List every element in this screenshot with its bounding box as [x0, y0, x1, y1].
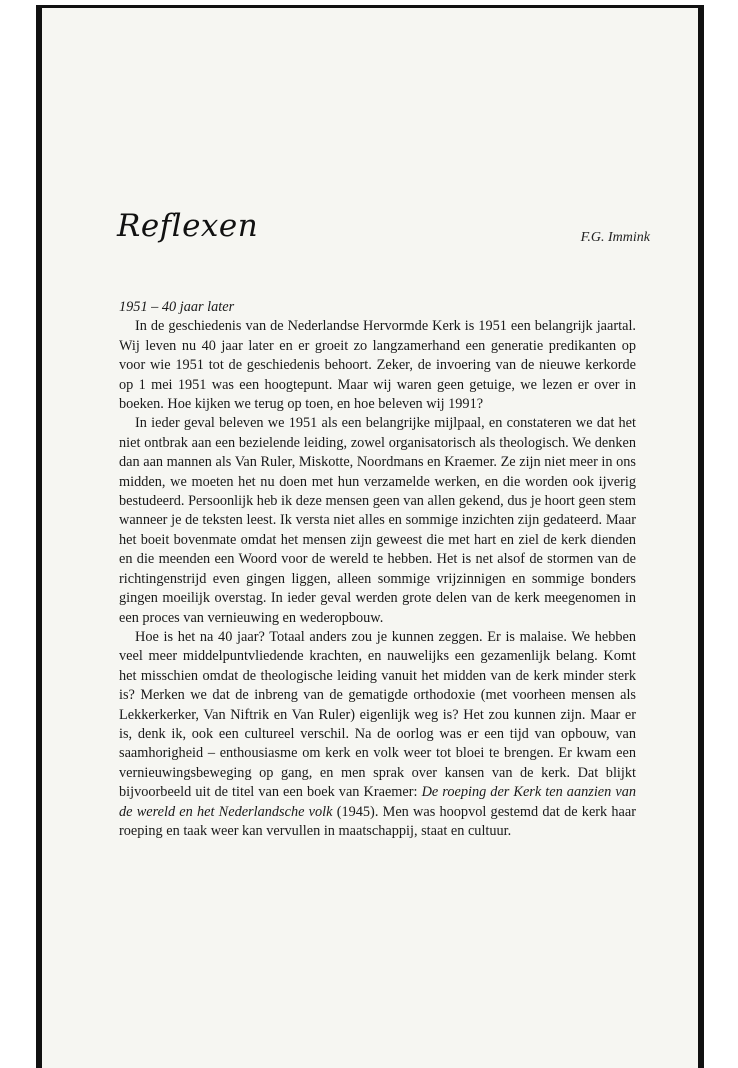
article-title: Reflexen — [117, 208, 259, 244]
paragraph-1: In de geschiedenis van de Nederlandse Hervormde Kerk is 1951 een belangrijk jaartal. Wij leven nu 40 jaar later en er groeit zo langzamerhand een generatie predikanten op voor wie 1951 tot de geschiedenis behoort. Zeker, de invoering van de nieuwe kerkorde op 1 mei 1951 was een hoogtepunt. Maar wij waren geen getuige, we lezen er over in boeken. Hoe kijken we terug op toen, en hoe beleven wij 1991? — [119, 318, 636, 413]
article-body — [119, 298, 636, 841]
paragraph-3-text-end: (1945). Men was hoopvol gestemd dat de kerk haar roeping en taak weer kan vervullen in maatschappij, staat en cultuur. — [119, 803, 637, 839]
scan-border-right — [698, 5, 704, 1068]
document-page — [42, 8, 698, 1068]
paragraph-3-text: Hoe is het na 40 jaar? Totaal anders zou je kunnen zeggen. Er is malaise. We hebben veel meer middelpuntvliedende krachten, en nauwelijks een gezamenlijk belang. Komt het misschien omdat de theologische leiding vanuit het midden van de kerk minder sterk is? Merken we dat de inbreng van de gematigde orthodoxie (met voorheen mensen als Lekkerkerker, Van Niftrik en Van Ruler) eigenlijk weg is? Het zou kunnen zijn. Maar er is, denk ik, ook een cultureel verschil. Na de oorlog was er een tijd van opbouw, van saamhorigheid – enthousiasme om kerk en volk weer tot bloei te brengen. Er kwam een vernieuwingsbeweging op gang, en men sprak over kansen van de kerk. Dat blijkt bijvoorbeeld uit de titel van een boek van Kraemer: — [119, 628, 636, 801]
book-title: De roeping der Kerk ten aanzien van de wereld en het Nederlandsche volk — [119, 784, 636, 820]
article-author: F.G. Immink — [580, 230, 650, 245]
section-subheading: 1951 – 40 jaar later — [119, 299, 235, 315]
paragraph-3 — [119, 628, 636, 841]
paragraph-2: In ieder geval beleven we 1951 als een belangrijke mijlpaal, en constateren we dat het niet ontbrak aan een bezielende leiding, zowel organisatorisch als theologisch. We denken dan aan mannen als Van Ruler, Miskotte, Noordmans en Kraemer. Ze zijn niet meer in ons midden, we moeten het nu doen met hun verzamelde werken, en die worden ook ijverig bestudeerd. Persoonlijk heb ik deze mensen geen van allen gekend, dus je hoort geen stem wanneer je de teksten leest. Ik versta niet alles en sommige inzichten zijn gedateerd. Maar het boeit bovenmate omdat het mensen zijn geweest die met hart en ziel de kerk dienden en die meenden een Woord voor de wereld te hebben. Het is net alsof de stormen van de richtingenstrijd even gingen liggen, alleen sommige vrijzinnigen en sommige bonders gingen moeilijk overstag. In ieder geval werden grote delen van de kerk meegenomen in een proces van vernieuwing en wederopbouw. — [119, 415, 636, 626]
